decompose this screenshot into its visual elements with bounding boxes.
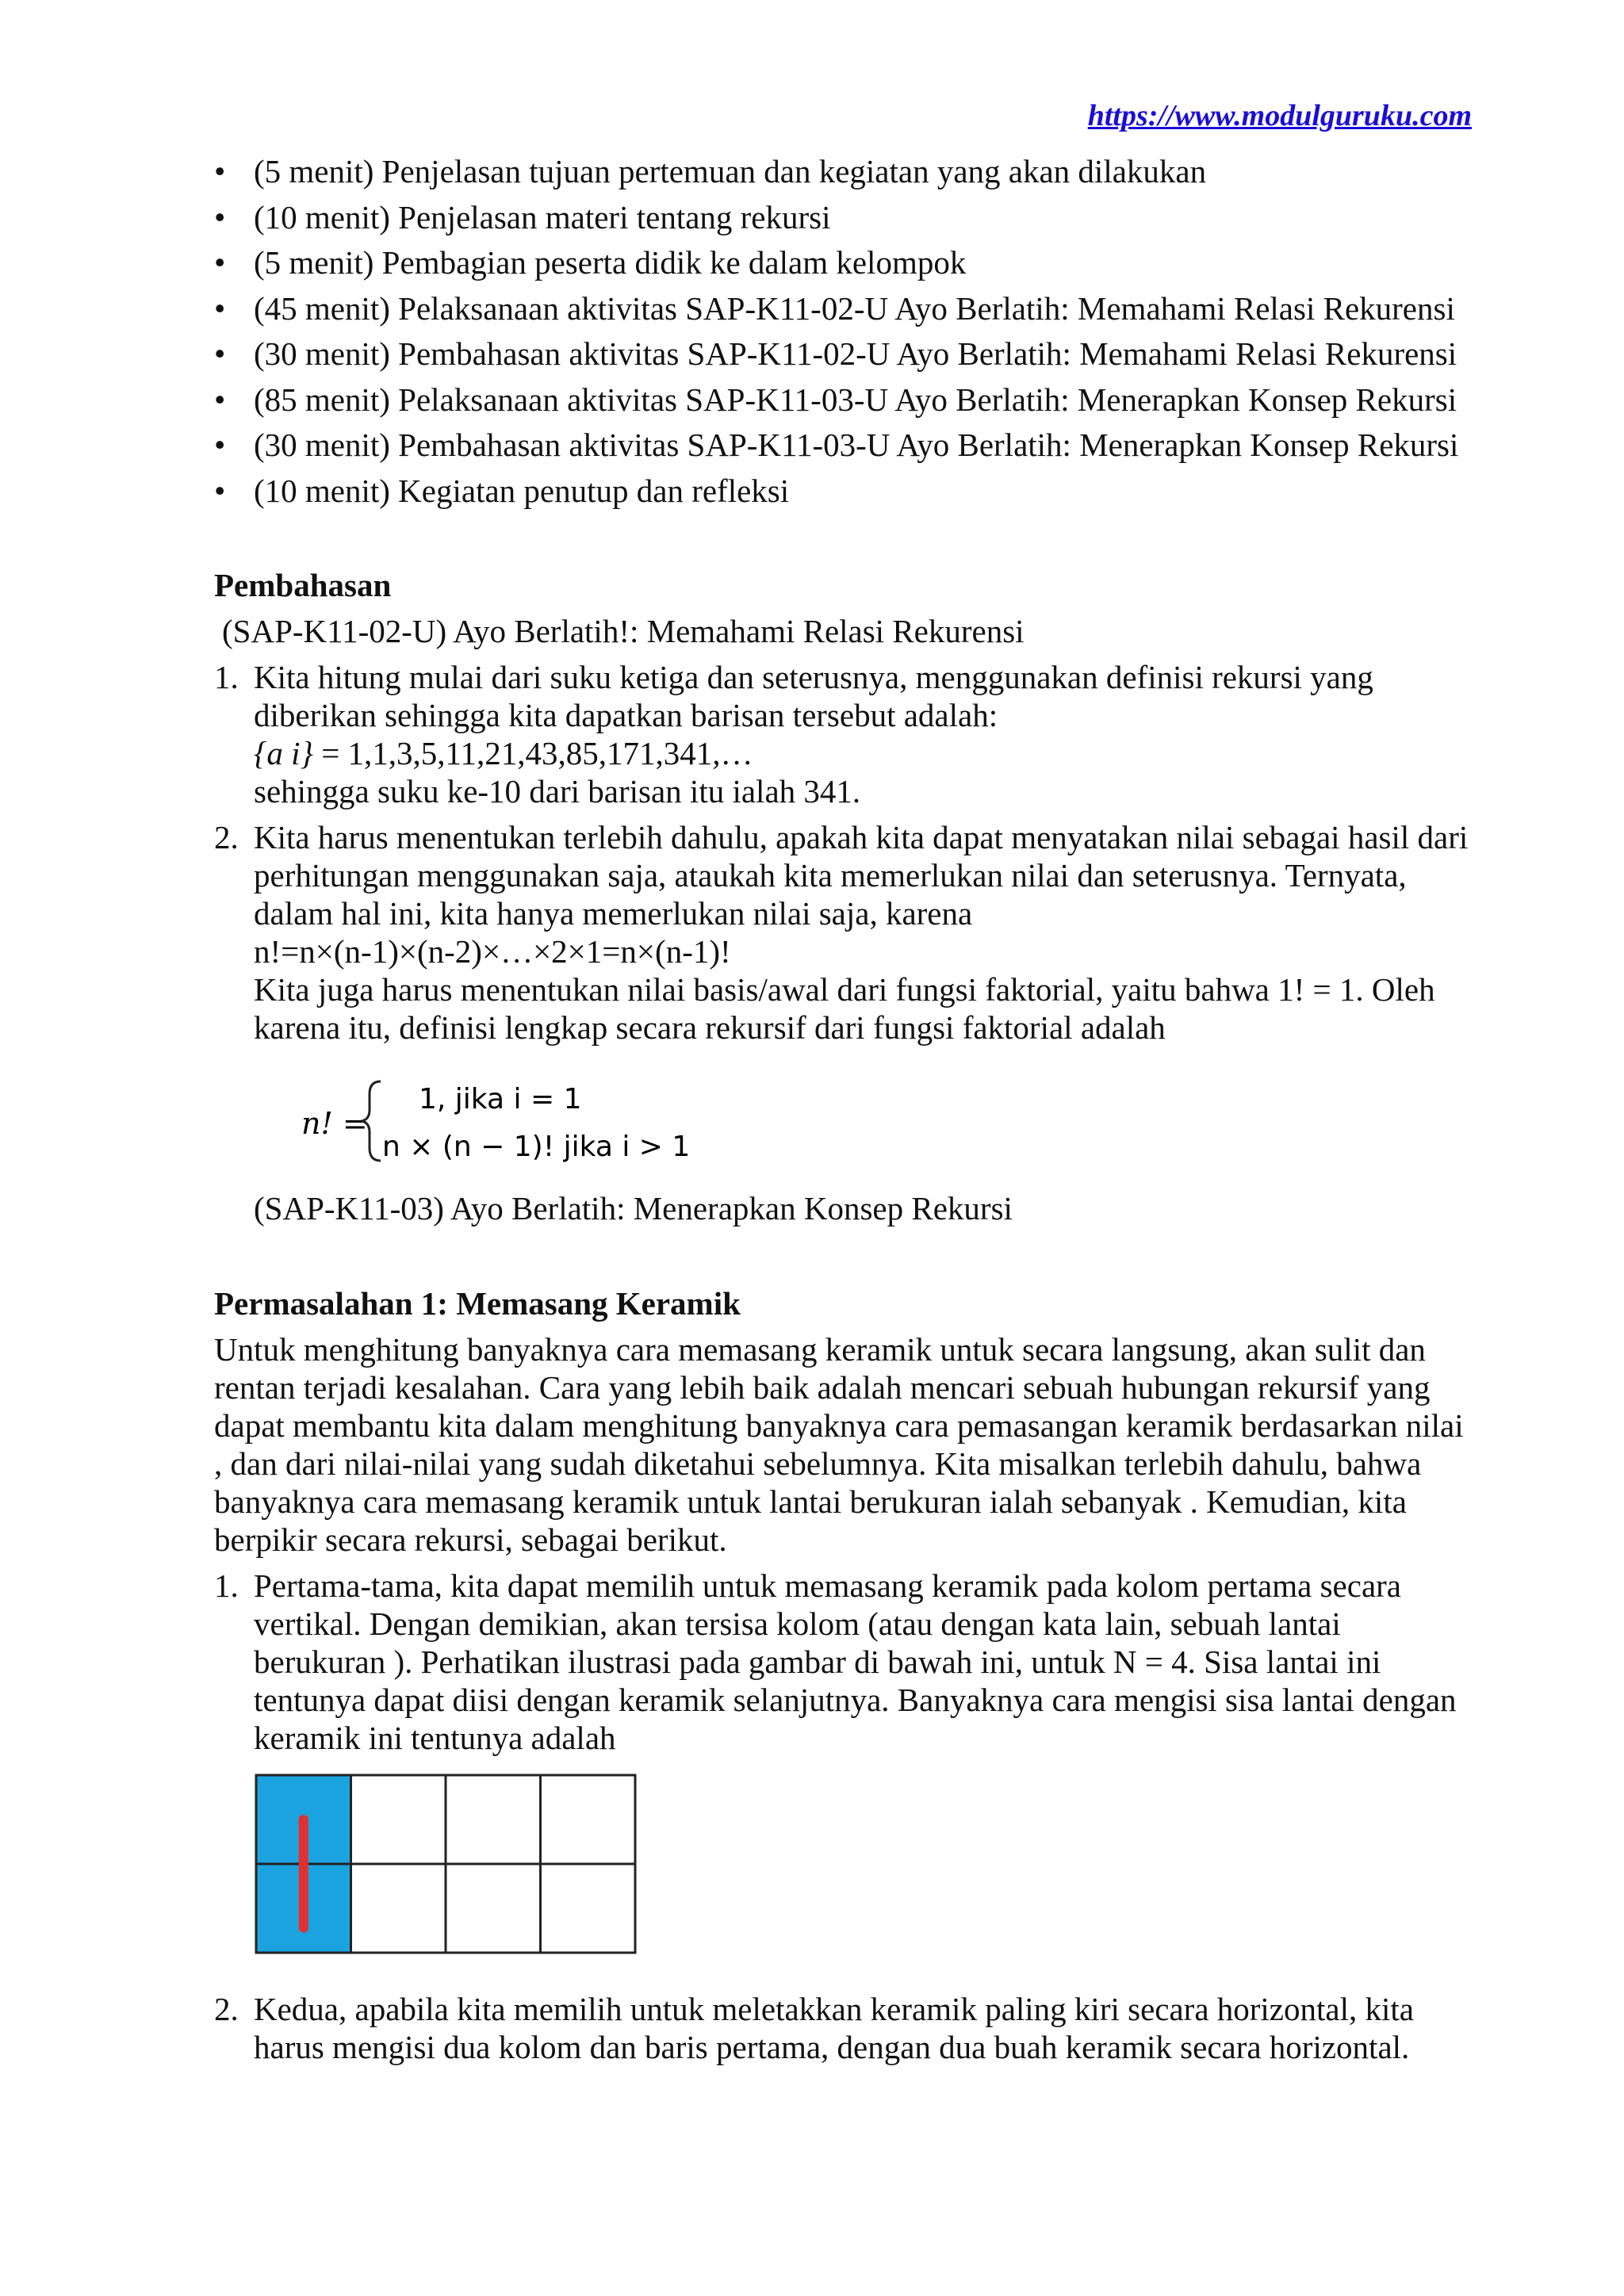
permasalahan-intro: Untuk menghitung banyaknya cara memasang keramik untuk secara langsung, akan sulit dan rentan terjadi kesalahan. Cara yang lebih baik adalah mencari sebuah hubungan rekursif yang dapat membantu kita dalam menghitung banyaknya cara pemasangan keramik berdasarkan nilai , dan dari nilai-nilai yang sudah diketahui sebelumnya. Kita misalkan terlebih dahulu, bahwa banyaknya cara memasang keramik untuk lantai berukuran ialah sebanyak . Kemudian, kita berpikir secara rekursi, sebagai berikut. — [214, 1330, 1464, 1558]
permasalahan-list — [214, 1567, 1475, 2066]
agenda-item: • (10 menit) Penjelasan materi tentang rekursi — [214, 198, 1475, 236]
brace-shape — [362, 1081, 381, 1161]
step-2-text: Kedua, apabila kita memilih untuk meletakkan keramik paling kiri secara horizontal, kita harus mengisi dua kolom dan baris pertama, dengan dua buah keramik secara horizontal. — [254, 1990, 1414, 2065]
pembahasan-item-1 — [214, 658, 1475, 810]
tile-grid-illustration — [254, 1773, 638, 1955]
agenda-list — [214, 152, 1475, 510]
next-section-label: (SAP-K11-03) Ayo Berlatih: Menerapkan Konsep Rekursi — [254, 1189, 1013, 1226]
factorial-formula: n!=n×(n-1)×(n-2)×…×2×1=n×(n-1)! — [254, 932, 731, 970]
grid-cell — [541, 1775, 636, 1864]
list-number: 1. — [214, 658, 239, 695]
agenda-item: • (30 menit) Pembahasan aktivitas SAP-K11-03-U Ayo Berlatih: Menerapkan Konsep Rekursi — [214, 426, 1475, 464]
piecewise-formula-graphic — [254, 1073, 698, 1167]
agenda-item: • (85 menit) Pelaksanaan aktivitas SAP-K11-03-U Ayo Berlatih: Menerapkan Konsep Rekursi — [214, 381, 1475, 419]
item-1-text: Kita hitung mulai dari suku ketiga dan seterusnya, menggunakan definisi rekursi yang diberikan sehingga kita dapatkan barisan tersebut adalah: — [254, 658, 1373, 733]
pembahasan-heading: Pembahasan — [214, 566, 392, 603]
item-2-text: Kita harus menentukan terlebih dahulu, apakah kita dapat menyatakan nilai sebagai hasil dari perhitungan menggunakan saja, ataukah kita memerlukan nilai dan seterusnya. Ternyata, dalam hal ini, kita hanya memerlukan nilai saja, karena — [254, 818, 1469, 932]
grid-cell — [351, 1864, 446, 1953]
item-2-text-2: Kita juga harus menentukan nilai basis/awal dari fungsi faktorial, yaitu bahwa 1! = 1. Oleh karena itu, definisi lengkap secara rekursif dari fungsi faktorial adalah — [254, 970, 1435, 1046]
item-1-result: sehingga suku ke-10 dari barisan itu ialah 341. — [254, 772, 861, 809]
sequence-line — [254, 734, 1475, 772]
sequence-variable: {a i} — [254, 734, 313, 771]
agenda-item: • (30 menit) Pembahasan aktivitas SAP-K11-02-U Ayo Berlatih: Memahami Relasi Rekurensi — [214, 335, 1475, 373]
agenda-item: • (45 menit) Pelaksanaan aktivitas SAP-K11-02-U Ayo Berlatih: Memahami Relasi Rekurensi — [214, 289, 1475, 327]
piecewise-case-2: n × (n − 1)! jika i > 1 — [382, 1130, 691, 1163]
pembahasan-item-2 — [214, 818, 1475, 1227]
sequence-values: = 1,1,3,5,11,21,43,85,171,341,… — [312, 734, 753, 771]
piecewise-formula — [254, 1073, 1475, 1167]
list-number: 2. — [214, 1990, 239, 2027]
header-url-link[interactable]: https://www.modulguruku.com — [1087, 99, 1472, 132]
permasalahan-step-2 — [214, 1990, 1475, 2066]
grid-cell — [351, 1775, 446, 1864]
grid-cell — [446, 1775, 541, 1864]
permasalahan-step-1 — [214, 1567, 1475, 1955]
piecewise-case-1: 1, jika i = 1 — [419, 1082, 582, 1115]
permasalahan-heading: Permasalahan 1: Memasang Keramik — [214, 1284, 741, 1322]
agenda-item: • (5 menit) Penjelasan tujuan pertemuan dan kegiatan yang akan dilakukan — [214, 152, 1475, 190]
agenda-item: • (5 menit) Pembagian peserta didik ke dalam kelompok — [214, 243, 1475, 281]
tile-grid-svg — [254, 1773, 638, 1955]
pembahasan-subtitle: (SAP-K11-02-U) Ayo Berlatih!: Memahami Relasi Rekurensi — [222, 612, 1025, 649]
step-1-text: Pertama-tama, kita dapat memilih untuk memasang keramik pada kolom pertama secara vertikal. Dengan demikian, akan tersisa kolom (atau dengan kata lain, sebuah lantai berukuran ). Perhatikan ilustrasi pada gambar di bawah ini, untuk N = 4. Sisa lantai ini tentunya dapat diisi dengan keramik selanjutnya. Banyaknya cara mengisi sisa lantai dengan keramik ini tentunya adalah — [254, 1567, 1457, 1756]
list-number: 1. — [214, 1567, 239, 1604]
piecewise-lhs: n! = — [301, 1105, 368, 1141]
grid-cell — [446, 1864, 541, 1953]
grid-cell — [541, 1864, 636, 1953]
pembahasan-list — [214, 658, 1475, 1227]
agenda-item: • (10 menit) Kegiatan penutup dan refleksi — [214, 472, 1475, 510]
list-number: 2. — [214, 818, 239, 855]
document-body — [214, 152, 1475, 2066]
